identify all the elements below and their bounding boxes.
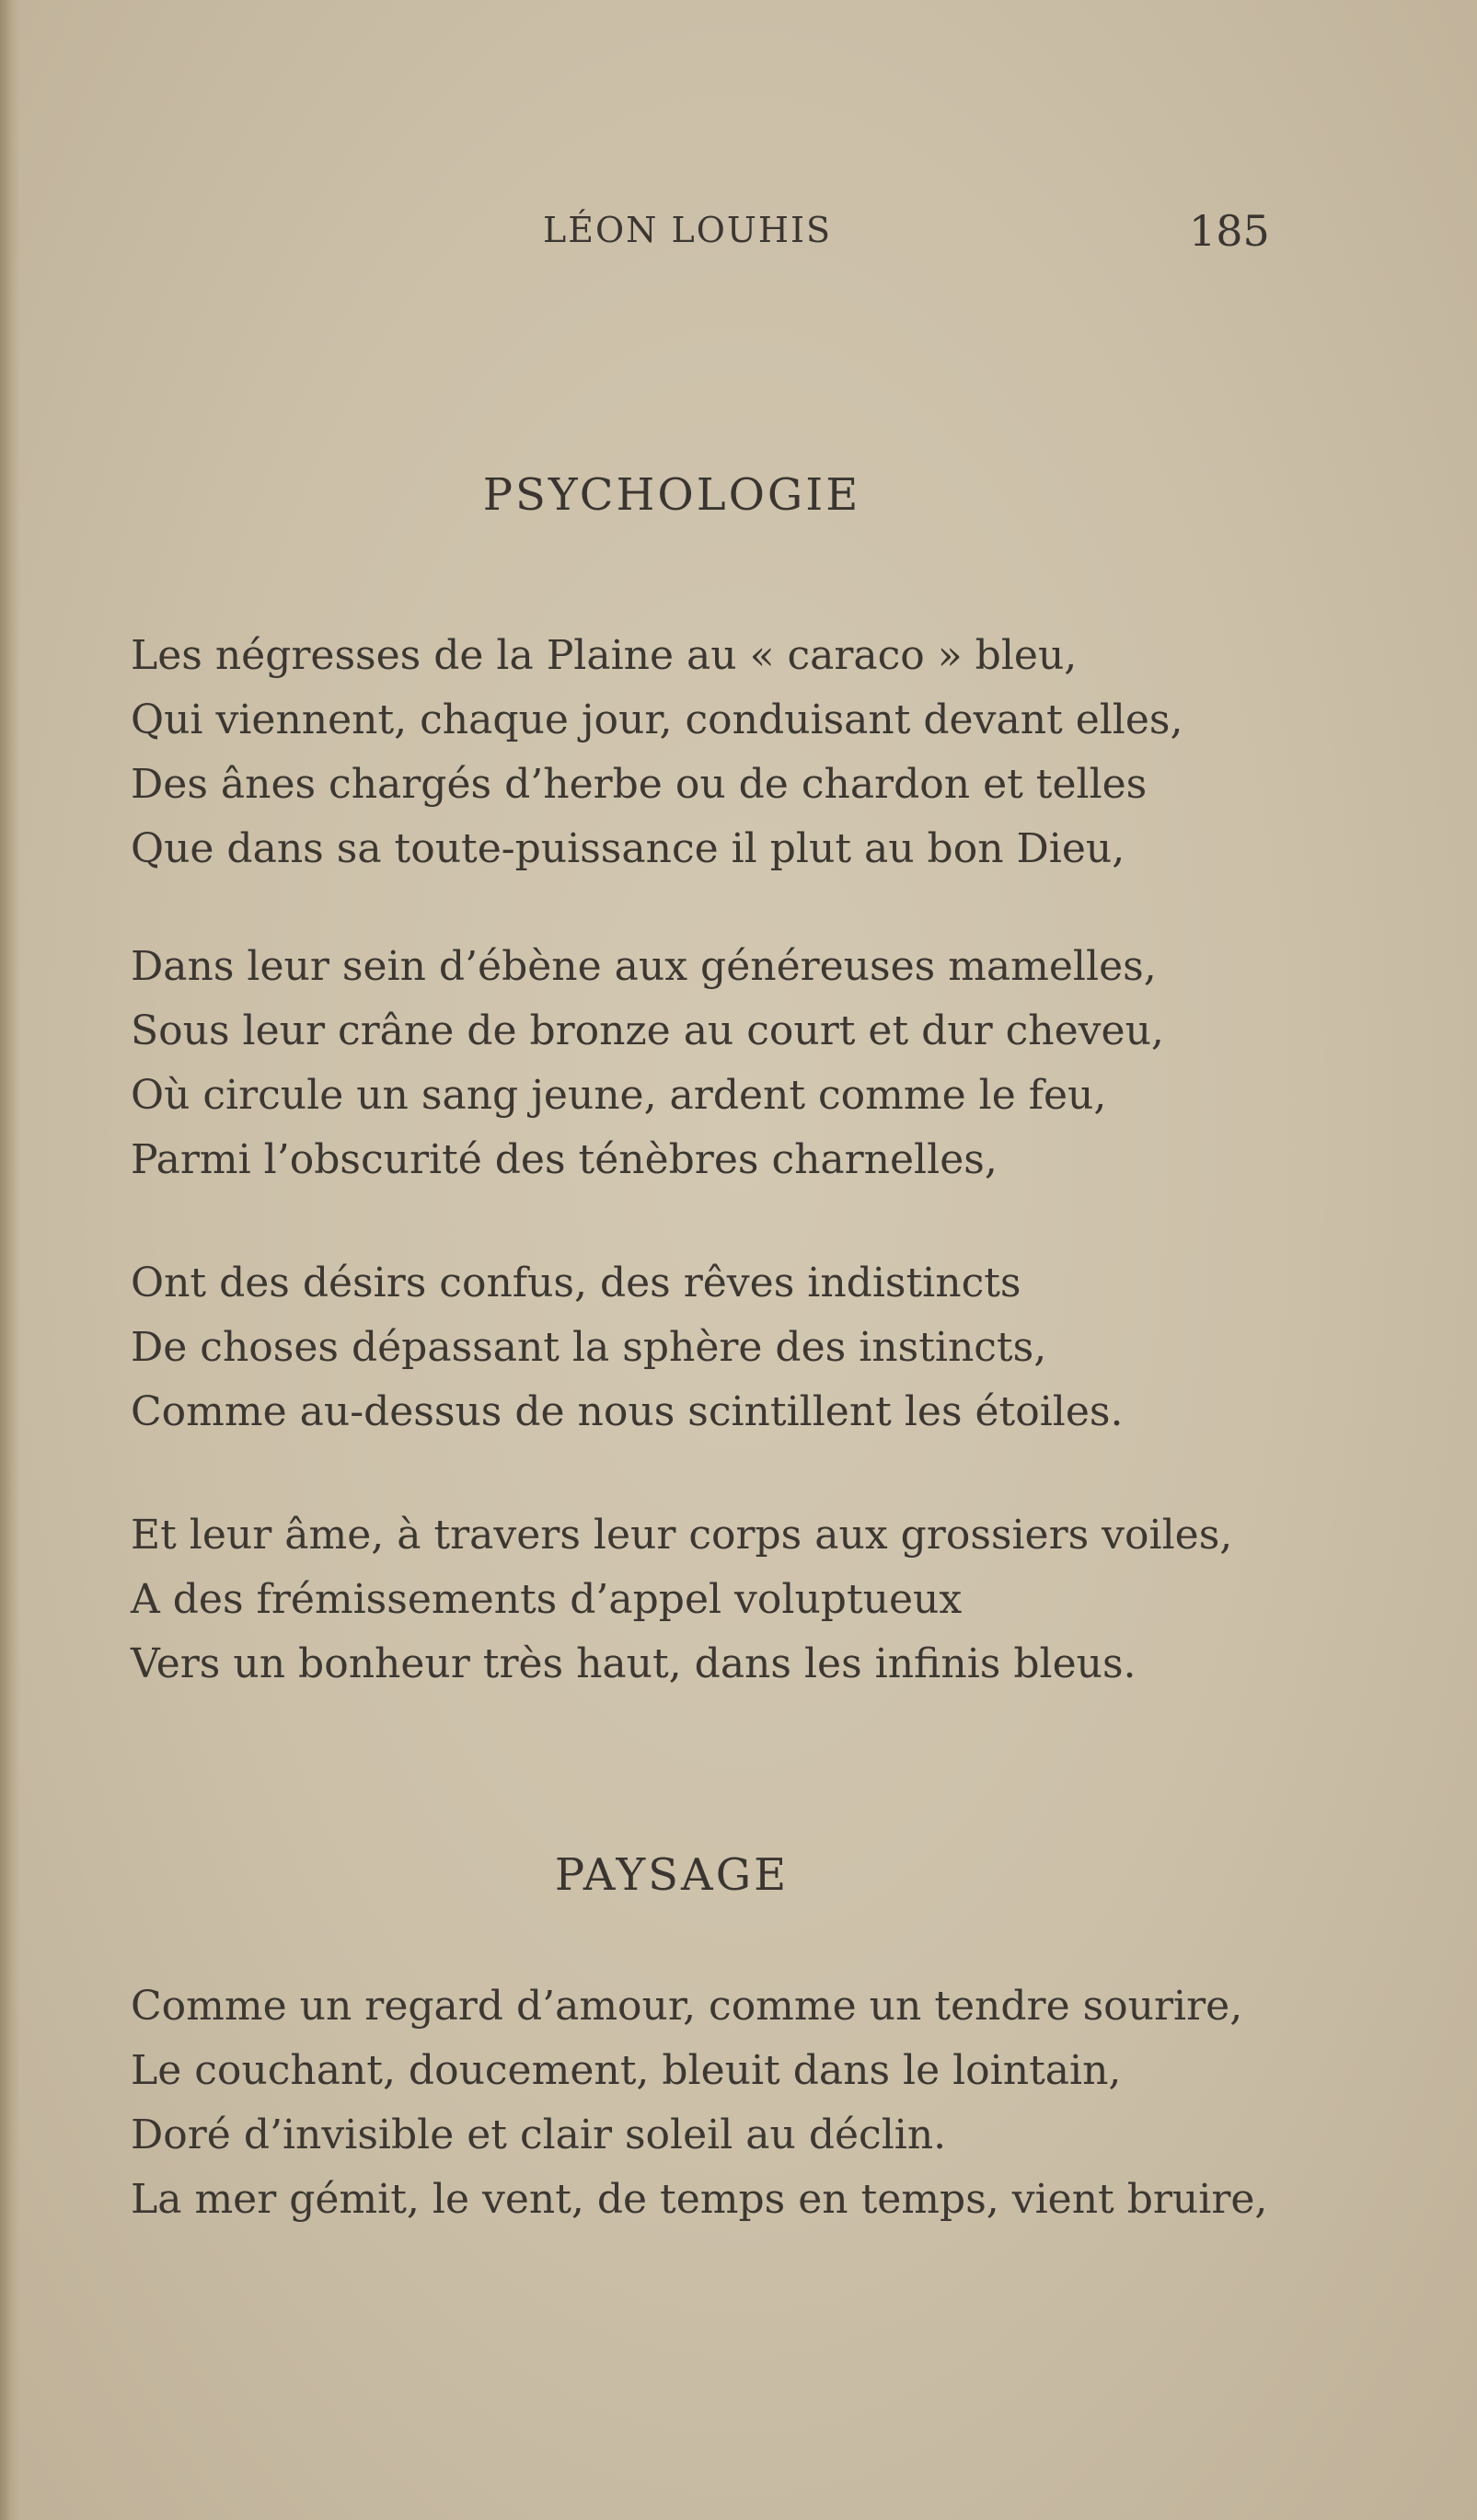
poem-title-paysage: PAYSAGE <box>554 1849 790 1901</box>
verse-line: A des frémissements d’appel voluptueux <box>131 1576 963 1623</box>
page-spine-shadow <box>0 0 20 2520</box>
verse-line: Où circule un sang jeune, ardent comme le feu, <box>131 1072 1107 1119</box>
verse-line: Et leur âme, à travers leur corps aux grossiers voiles, <box>131 1512 1233 1559</box>
verse-line: Les négresses de la Plaine au « caraco » bleu, <box>131 632 1078 679</box>
poem1-stanza-3 <box>131 1251 1327 1444</box>
verse-line: Comme au-dessus de nous scintillent les étoiles. <box>131 1388 1124 1435</box>
verse-line: Comme un regard d’amour, comme un tendre sourire, <box>131 1983 1243 2030</box>
verse-line: Doré d’invisible et clair soleil au déclin. <box>131 2112 947 2158</box>
verse-line: Des ânes chargés d’herbe ou de chardon et telles <box>131 761 1148 808</box>
verse-line: Vers un bonheur très haut, dans les infinis bleus. <box>131 1640 1137 1687</box>
verse-line: Que dans sa toute-puissance il plut au bon Dieu, <box>131 825 1125 872</box>
verse-line: Ont des désirs confus, des rêves indistincts <box>131 1260 1021 1306</box>
verse-line: Qui viennent, chaque jour, conduisant devant elles, <box>131 696 1183 743</box>
running-head: LÉON LOUHIS <box>543 210 833 250</box>
poem1-stanza-2 <box>131 935 1327 1192</box>
page-number: 185 <box>1189 206 1270 256</box>
verse-line: Parmi l’obscurité des ténèbres charnelles, <box>131 1136 998 1183</box>
poem-title-psychologie: PSYCHOLOGIE <box>482 469 861 521</box>
verse-line: Dans leur sein d’ébène aux généreuses mamelles, <box>131 943 1157 990</box>
poem1-stanza-4 <box>131 1503 1327 1697</box>
verse-line: La mer gémit, le vent, de temps en temps, vient bruire, <box>131 2176 1268 2223</box>
verse-line: Le couchant, doucement, bleuit dans le lointain, <box>131 2047 1122 2094</box>
poem2-stanza-1 <box>131 1974 1327 2232</box>
poem1-stanza-1 <box>131 624 1327 881</box>
verse-line: De choses dépassant la sphère des instincts, <box>131 1324 1047 1371</box>
verse-line: Sous leur crâne de bronze au court et dur cheveu, <box>131 1007 1164 1054</box>
